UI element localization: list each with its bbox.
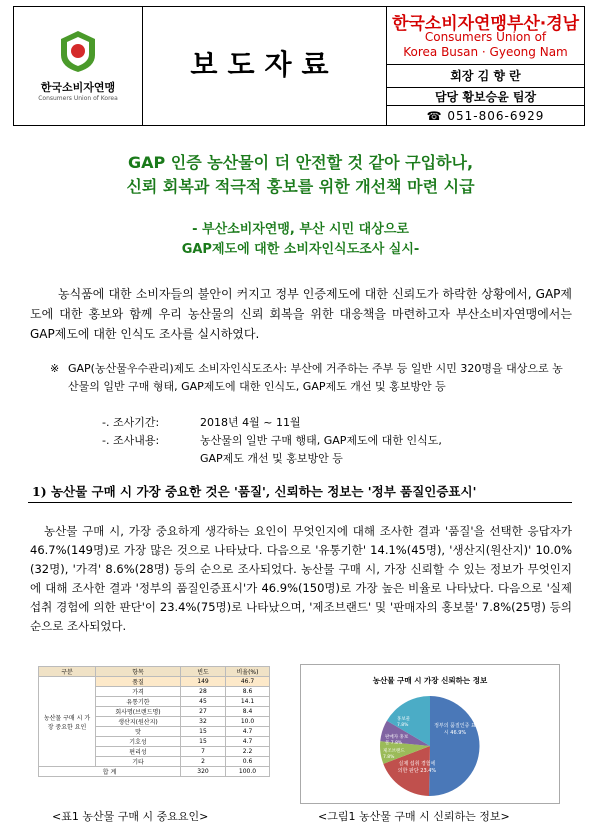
survey-period-value: 2018년 4월 ~ 11월 <box>200 416 301 429</box>
table-cell: 맛 <box>96 727 181 737</box>
press-header <box>13 6 585 126</box>
org-name-english-line2: Korea Busan · Gyeong Nam <box>403 45 568 59</box>
pie-label-experience: 실제 섭취 경험에 의한 판단 23.4% <box>397 761 437 774</box>
logo-area <box>14 7 143 125</box>
section1-divider <box>28 502 572 503</box>
section1-title: 1) 농산물 구매 시 가장 중요한 것은 '품질', 신뢰하는 정보는 '정부 품질인증표시' <box>32 484 477 499</box>
table-row <box>39 677 270 687</box>
trusted-info-pie-chart <box>301 665 559 803</box>
organization-area <box>387 7 584 125</box>
table-total-percent: 100.0 <box>226 767 270 777</box>
pie-label-brand: 제조브랜드 7.8% <box>383 749 405 760</box>
contact-row: 담당 황보승윤 팀장 <box>387 87 584 106</box>
table-header-cell: 빈도 <box>181 667 226 677</box>
survey-period-label: -. 조사기간: <box>102 416 160 429</box>
press-release-title: 보도자료 <box>190 48 339 81</box>
table-cell: 46.7 <box>226 677 270 687</box>
table-total-row <box>39 767 270 777</box>
section1-body: 농산물 구매 시, 가장 중요하게 생각하는 요인이 무엇인지에 대해 조사한 결과 '품질'을 선택한 응답자가 46.7%(149명)로 가장 많은 것으로 나타났다. 다음으로 '유통기한' 14.1%(45명), '생산지(원산지)' 10.0%(32명), '가격' 8.6%(28명) 등의 순으로 조사되었다. 농산물 구매 시, 가장 신뢰할 수 있는 정보가 무엇인지에 대해 조사한 결과 '정부의 품질인증표시'가 46.9%(150명)로 가장 높은 비율로 나타났다. 다음으로 '실제 섭취 경험에 의한 판단'이 23.4%(75명)로 나타났으며, '제조브랜드' 및 '판매자의 홍보물' 7.8%(25명) 등의 순으로 조사되었다. <box>30 524 572 633</box>
table-cell: 28 <box>181 687 226 697</box>
subhead-line1: - 부산소비자연맹, 부산 시민 대상으로 <box>192 222 409 237</box>
table-cell: 14.1 <box>226 697 270 707</box>
table-total-label: 합 계 <box>39 767 181 777</box>
table-cell: 유통기한 <box>96 697 181 707</box>
logo-subtitle: Consumers Union of Korea <box>38 95 118 102</box>
logo-name: 한국소비자연맹 <box>40 81 116 94</box>
table-cell: 편리성 <box>96 747 181 757</box>
table1-caption: <표1 농산물 구매 시 중요요인> <box>52 810 209 823</box>
table-cell: 8.4 <box>226 707 270 717</box>
survey-content-value1: 농산물의 일반 구매 행태, GAP제도에 대한 인식도, <box>200 434 442 447</box>
table-cell: 4.7 <box>226 737 270 747</box>
phone-row: ☎ 051-806-6929 <box>387 105 584 126</box>
table-cell: 10.0 <box>226 717 270 727</box>
table-cell: 27 <box>181 707 226 717</box>
table-cell: 15 <box>181 727 226 737</box>
table-header-row <box>39 667 270 677</box>
consumers-union-logo-icon <box>58 29 98 73</box>
pie-label-seller: 판매자 홍보물 7.8% <box>385 735 409 746</box>
pie-slice-government-cert <box>429 696 479 796</box>
table-cell: 2.2 <box>226 747 270 757</box>
note-mark: ※ <box>50 362 60 375</box>
org-name-korean: 한국소비자연맹부산·경남 <box>391 14 580 34</box>
pie-label-others: 홍보물 7.8% <box>397 717 411 728</box>
table-cell: 가격 <box>96 687 181 697</box>
table-cell: 7 <box>181 747 226 757</box>
table-cell: 32 <box>181 717 226 727</box>
subhead-line2: GAP제도에 대한 소비자인식도조사 실시- <box>181 242 420 257</box>
table-group-label: 농산물 구매 시 가장 중요한 요인 <box>39 677 96 767</box>
president-row: 회장 김 향 란 <box>387 64 584 87</box>
headline-line2: 신뢰 회복과 적극적 홍보를 위한 개선책 마련 시급 <box>126 177 475 196</box>
table-cell: 품질 <box>96 677 181 687</box>
table1-container <box>38 666 270 777</box>
table-cell: 15 <box>181 737 226 747</box>
org-name-english-line1: Consumers Union of <box>424 30 547 44</box>
table-cell: 기호성 <box>96 737 181 747</box>
survey-content-label: -. 조사내용: <box>102 434 160 447</box>
importance-factor-table <box>38 666 270 777</box>
table-cell: 2 <box>181 757 226 767</box>
title-area <box>143 7 387 125</box>
table-cell: 45 <box>181 697 226 707</box>
table-header-cell: 항목 <box>96 667 181 677</box>
table-cell: 8.6 <box>226 687 270 697</box>
table-cell: 회사명(브랜드명) <box>96 707 181 717</box>
figure1-caption: <그림1 농산물 구매 시 신뢰하는 정보> <box>318 810 510 823</box>
table-header-cell: 비율(%) <box>226 667 270 677</box>
note-text: GAP(농산물우수관리)제도 소비자인식도조사: 부산에 거주하는 주부 등 일반 시민 320명을 대상으로 농산물의 일반 구매 형태, GAP제도에 대한 인식도, GAP제도 개선 및 홍보방안 등 <box>68 362 563 393</box>
figure1-box <box>300 664 560 804</box>
intro-paragraph: 농식품에 대한 소비자들의 불안이 커지고 정부 인증제도에 대한 신뢰도가 하락한 상황에서, GAP제도에 대한 홍보와 함께 우리 농산물의 신뢰 회복을 위한 대응책을 마련하고자 부산소비자연맹에서는 GAP제도에 대한 인식도 조사를 실시하였다. <box>30 287 572 341</box>
headline-line1: GAP 인증 농산물이 더 안전할 것 같아 구입하나, <box>127 153 474 172</box>
table-cell: 149 <box>181 677 226 687</box>
survey-content-value2: GAP제도 개선 및 홍보방안 등 <box>200 452 343 465</box>
table-total-count: 320 <box>181 767 226 777</box>
table-cell: 기타 <box>96 757 181 767</box>
figure1-title: 농산물 구매 시 가장 신뢰하는 정보 <box>372 676 488 685</box>
table-cell: 0.6 <box>226 757 270 767</box>
table-cell: 생산지(원산지) <box>96 717 181 727</box>
table-header-cell: 구분 <box>39 667 96 677</box>
pie-label-government-cert: 정부의 품질인증 표시 46.9% <box>434 723 476 736</box>
table-cell: 4.7 <box>226 727 270 737</box>
